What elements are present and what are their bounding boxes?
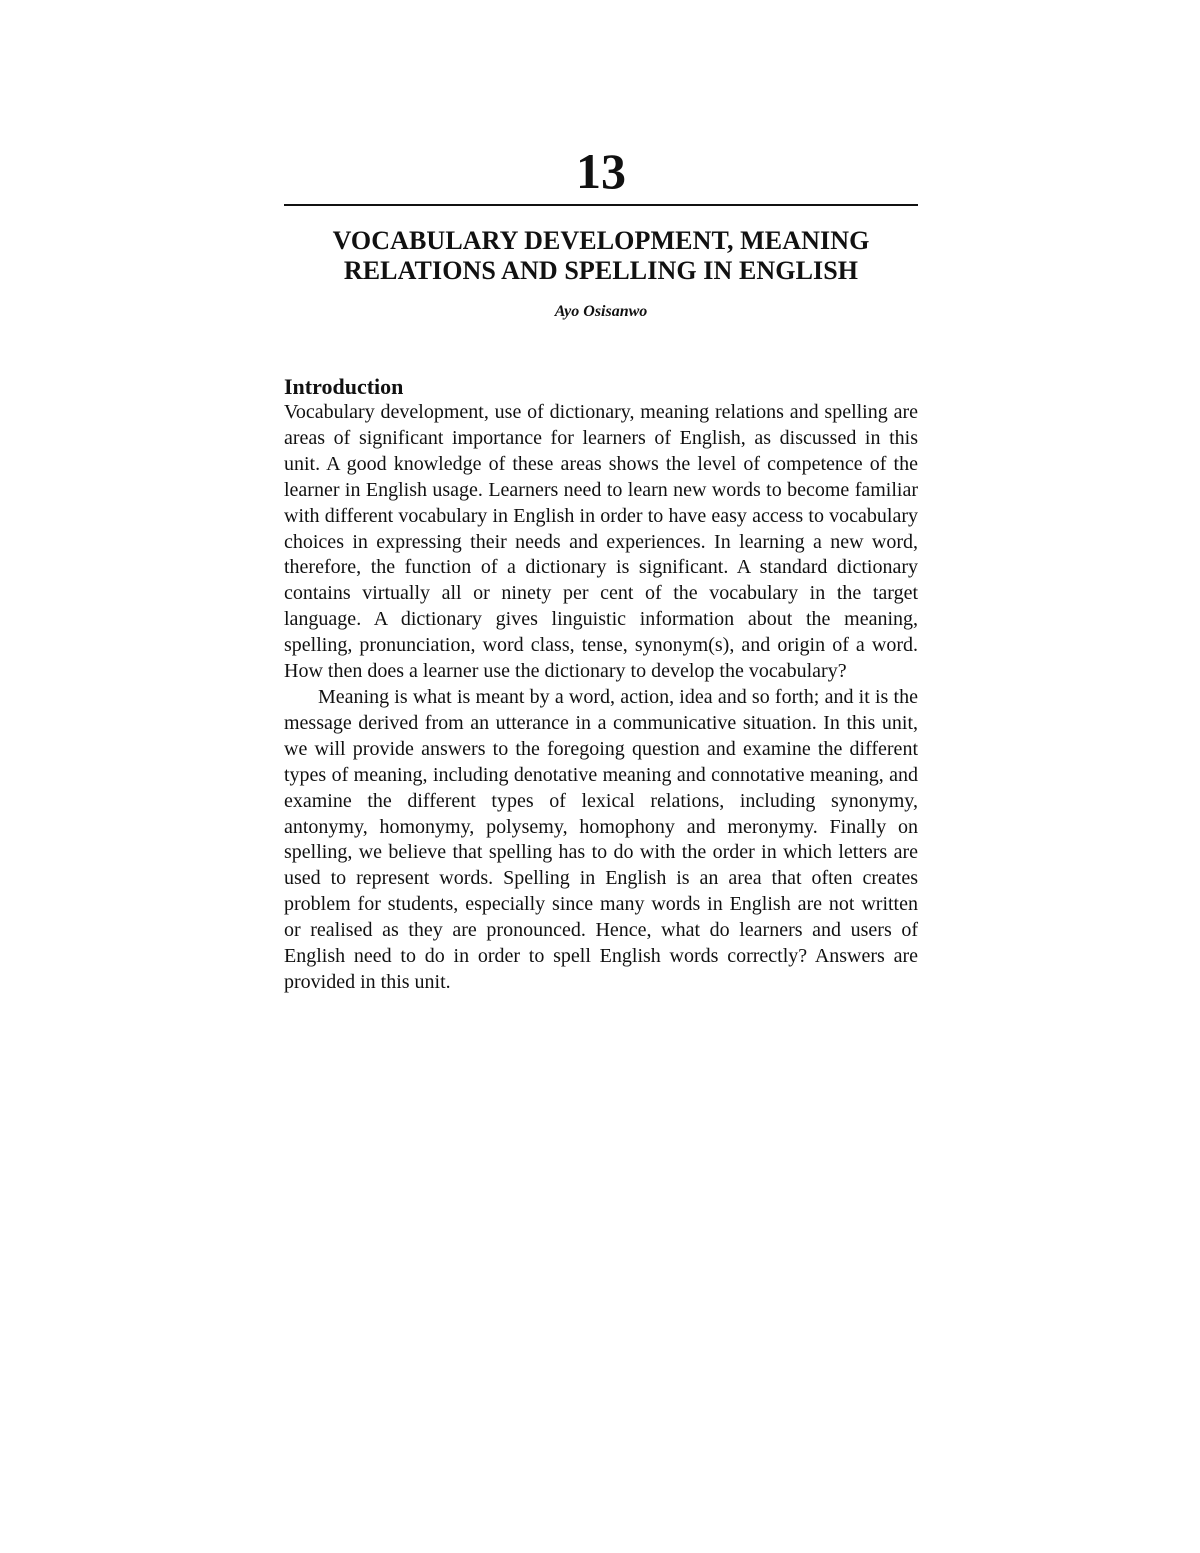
body-paragraph-1: Vocabulary development, use of dictionary, meaning relations and spelling are areas of significant importance for learners of English, as discussed in this unit. A good knowledge of these areas shows the level of competence of the learner in English usage. Learners need to learn new words to become familiar with different vocabulary in English in order to have easy access to vocabulary choices in expressing their needs and experiences. In learning a new word, therefore, the function of a dictionary is significant. A standard dictionary contains virtually all or ninety per cent of the vocabulary in the target language. A dictionary gives linguistic information about the meaning, spelling, pronunciation, word class, tense, synonym(s), and origin of a word. How then does a learner use the dictionary to develop the vocabulary? <box>284 401 918 683</box>
chapter-title-line-2: RELATIONS AND SPELLING IN ENGLISH <box>343 256 859 285</box>
body-paragraph-2: Meaning is what is meant by a word, action, idea and so forth; and it is the message derived from an utterance in a communicative situation. In this unit, we will provide answers to the foregoing question and examine the different types of meaning, including denotative meaning and connotative meaning, and examine the different types of lexical relations, including synonymy, antonymy, homonymy, polysemy, homophony and meronymy. Finally on spelling, we believe that spelling has to do with the order in which letters are used to represent words. Spelling in English is an area that often creates problem for students, especially since many words in English are not written or realised as they are pronounced. Hence, what do learners and users of English need to do in order to spell English words correctly? Answers are provided in this unit. <box>284 685 918 993</box>
chapter-title <box>284 226 918 286</box>
text-column <box>284 138 918 996</box>
chapter-title-line-1: VOCABULARY DEVELOPMENT, MEANING <box>332 226 870 255</box>
title-rule <box>284 204 918 206</box>
chapter-number: 13 <box>576 143 626 199</box>
section-heading: Introduction <box>284 374 404 399</box>
author-name: Ayo Osisanwo <box>554 303 648 320</box>
